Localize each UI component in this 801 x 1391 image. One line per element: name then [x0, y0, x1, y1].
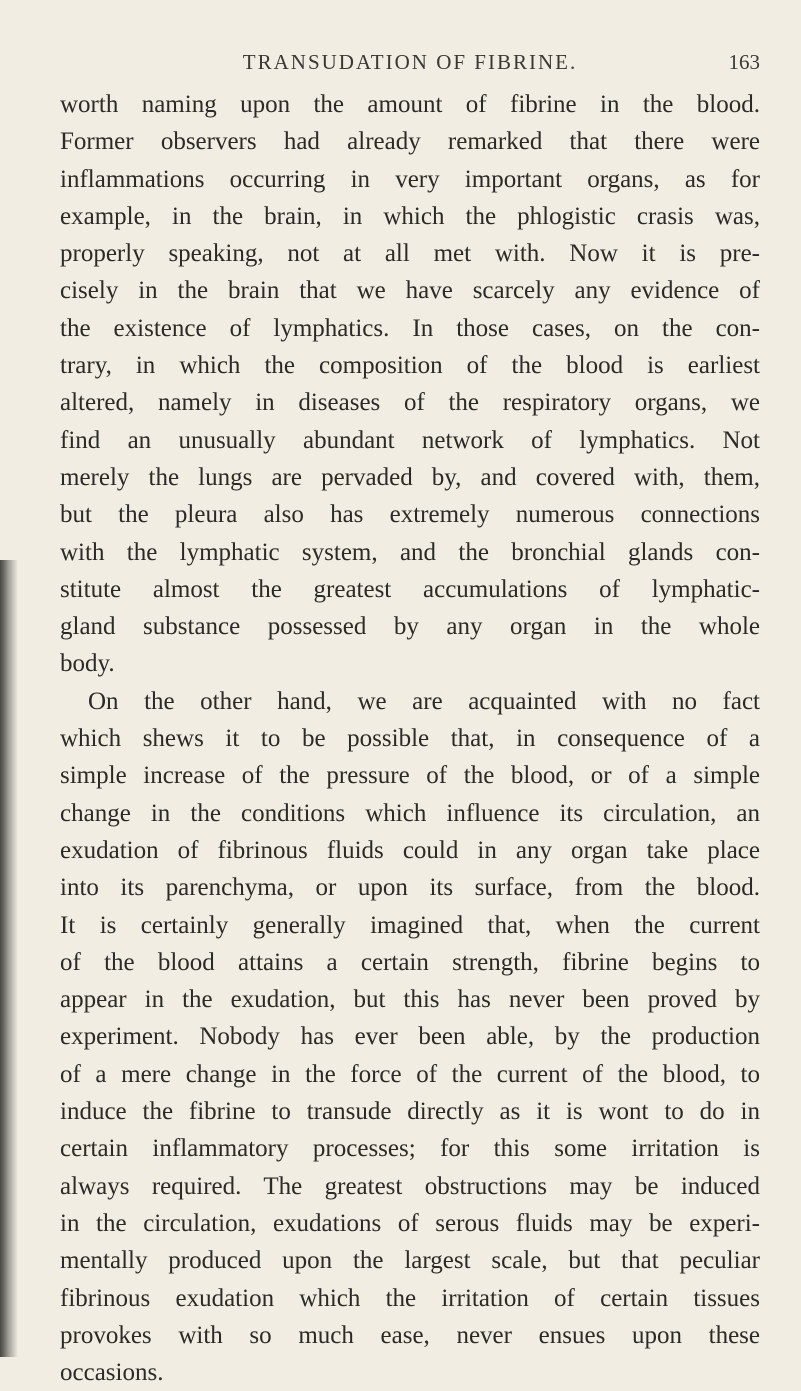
- text-line: cisely in the brain that we have scarcely any evidence of: [60, 277, 760, 305]
- text-line: the existence of lymphatics. In those cases, on the con-: [60, 314, 760, 342]
- running-title: TRANSUDATION OF FIBRINE.: [242, 50, 578, 74]
- text-line: On the other hand, we are acquainted with no fact: [88, 687, 760, 715]
- text-line: occasions.: [60, 1359, 164, 1387]
- text-line: experiment. Nobody has ever been able, by the production: [60, 1023, 760, 1051]
- text-line: but the pleura also has extremely numerous connections: [60, 501, 760, 529]
- text-line: It is certainly generally imagined that, when the current: [60, 911, 760, 939]
- text-line: appear in the exudation, but this has never been proved by: [60, 986, 760, 1014]
- text-line: stitute almost the greatest accumulations of lymphatic-: [60, 575, 760, 603]
- text-line: change in the conditions which influence its circulation, an: [60, 799, 760, 827]
- text-line: body.: [60, 650, 115, 678]
- text-line: mentally produced upon the largest scale, but that peculiar: [60, 1247, 760, 1275]
- text-line: with the lymphatic system, and the bronchial glands con-: [60, 538, 760, 566]
- text-line: Former observers had already remarked that there were: [60, 128, 760, 156]
- text-line: inflammations occurring in very important organs, as for: [60, 165, 760, 193]
- text-line: induce the fibrine to transude directly as it is wont to do in: [60, 1098, 760, 1126]
- text-line: properly speaking, not at all met with. Now it is pre-: [60, 240, 760, 268]
- text-line: trary, in which the composition of the blood is earliest: [60, 352, 760, 380]
- text-line: gland substance possessed by any organ in the whole: [60, 613, 760, 641]
- page-number: 163: [728, 50, 760, 74]
- body-text: [60, 86, 760, 1391]
- text-line: certain inflammatory processes; for this some irritation is: [60, 1135, 760, 1163]
- text-line: worth naming upon the amount of fibrine in the blood.: [60, 91, 760, 118]
- text-line: altered, namely in diseases of the respiratory organs, we: [60, 389, 760, 417]
- text-line: merely the lungs are pervaded by, and covered with, them,: [60, 463, 760, 491]
- text-line: of a mere change in the force of the current of the blood, to: [60, 1060, 760, 1088]
- text-line: exudation of fibrinous fluids could in any organ take place: [60, 836, 760, 864]
- binding-shadow: [0, 560, 18, 1357]
- text-line: always required. The greatest obstructions may be induced: [60, 1172, 760, 1200]
- text-line: into its parenchyma, or upon its surface, from the blood.: [60, 874, 760, 902]
- text-line: in the circulation, exudations of serous fluids may be experi-: [60, 1209, 760, 1237]
- text-line: of the blood attains a certain strength, fibrine begins to: [60, 948, 760, 976]
- text-line: find an unusually abundant network of lymphatics. Not: [60, 426, 760, 454]
- text-line: fibrinous exudation which the irritation of certain tissues: [60, 1284, 760, 1312]
- text-line: example, in the brain, in which the phlogistic crasis was,: [60, 202, 760, 230]
- page-header: [60, 50, 760, 90]
- text-line: simple increase of the pressure of the blood, or of a simple: [60, 762, 760, 790]
- text-line: which shews it to be possible that, in consequence of a: [60, 725, 760, 753]
- text-line: provokes with so much ease, never ensues upon these: [60, 1321, 760, 1349]
